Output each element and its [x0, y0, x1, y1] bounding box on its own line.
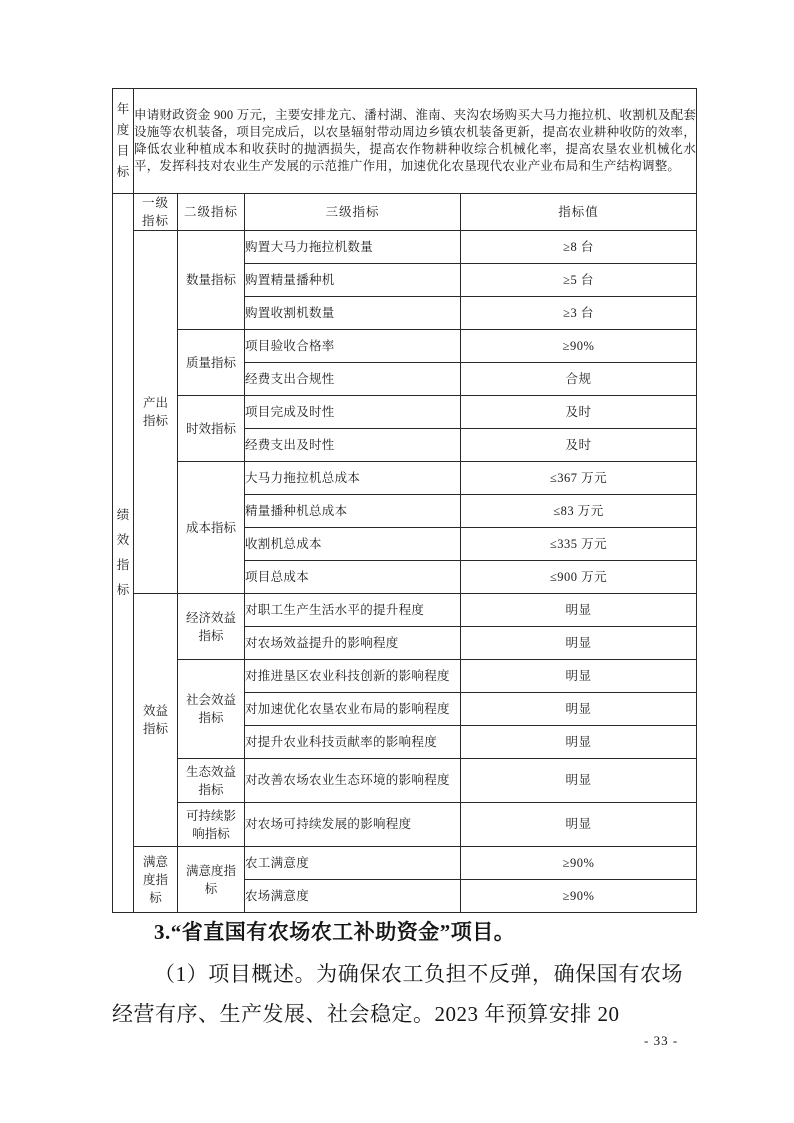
body-text-block — [112, 905, 683, 1034]
l3-indicator: 农场满意度 — [245, 880, 461, 913]
indicator-value: ≥90% — [461, 880, 697, 913]
l2-group-label: 经济效益指标 — [178, 594, 245, 660]
indicator-value: 明显 — [461, 693, 697, 726]
indicator-value: 明显 — [461, 660, 697, 693]
indicator-value: ≤367 万元 — [461, 462, 697, 495]
l3-indicator: 对提升农业科技贡献率的影响程度 — [245, 726, 461, 759]
l1-group-label: 效益指标 — [134, 594, 178, 847]
annual-goal-label-cell — [113, 89, 134, 194]
l1-group-label: 产出指标 — [134, 231, 178, 594]
l3-indicator: 项目完成及时性 — [245, 396, 461, 429]
l3-indicator: 对改善农场农业生态环境的影响程度 — [245, 759, 461, 803]
indicator-value: ≤900 万元 — [461, 561, 697, 594]
indicator-value: 明显 — [461, 759, 697, 803]
l3-indicator: 项目验收合格率 — [245, 330, 461, 363]
l3-indicator: 项目总成本 — [245, 561, 461, 594]
indicator-value: ≥90% — [461, 330, 697, 363]
l2-group-label: 可持续影响指标 — [178, 803, 245, 847]
indicator-value: 明显 — [461, 726, 697, 759]
annual-goal-label: 年度目标 — [116, 102, 130, 179]
l3-indicator: 对农场可持续发展的影响程度 — [245, 803, 461, 847]
indicator-value: ≤83 万元 — [461, 495, 697, 528]
annual-goal-text: 申请财政资金 900 万元，主要安排龙亢、潘村湖、淮南、夹沟农场购买大马力拖拉机、收割机及配套设施等农机装备，项目完成后，以农垦辐射带动周边乡镇农机装备更新，提高农业耕种收防的效率，降低农业种植成本和收获时的抛洒损失，提高农作物耕种收综合机械化率，提高农垦农业机械化水平，发挥科技对农业生产发展的示范推广作用，加速优化农垦现代农业产业布局和生产结构调整。 — [134, 89, 697, 194]
l3-indicator: 精量播种机总成本 — [245, 495, 461, 528]
header-level3: 三级指标 — [245, 194, 461, 231]
l1-group-label: 满意度指标 — [134, 847, 178, 913]
indicator-value: ≤335 万元 — [461, 528, 697, 561]
l2-group-label: 时效指标 — [178, 396, 245, 462]
l3-indicator: 农工满意度 — [245, 847, 461, 880]
header-level2: 二级指标 — [178, 194, 245, 231]
indicator-value: 合规 — [461, 363, 697, 396]
l3-indicator: 购置精量播种机 — [245, 264, 461, 297]
l3-indicator: 收割机总成本 — [245, 528, 461, 561]
header-level1: 一级指标 — [134, 194, 178, 231]
indicator-value: 明显 — [461, 594, 697, 627]
l3-indicator: 对职工生产生活水平的提升程度 — [245, 594, 461, 627]
l3-indicator: 经费支出及时性 — [245, 429, 461, 462]
l2-group-label: 社会效益指标 — [178, 660, 245, 759]
section-heading: 3.“省直国有农场农工补助资金”项目。 — [154, 920, 516, 944]
indicator-value: ≥90% — [461, 847, 697, 880]
header-value: 指标值 — [461, 194, 697, 231]
indicator-value: 明显 — [461, 627, 697, 660]
performance-indicators-side-cell — [113, 194, 134, 913]
page-number: - 33 - — [644, 1033, 679, 1048]
l3-indicator: 对农场效益提升的影响程度 — [245, 627, 461, 660]
l2-group-label: 成本指标 — [178, 462, 245, 594]
indicator-value: 及时 — [461, 396, 697, 429]
indicator-value: ≥8 台 — [461, 231, 697, 264]
l2-group-label: 质量指标 — [178, 330, 245, 396]
l3-indicator: 对推进垦区农业科技创新的影响程度 — [245, 660, 461, 693]
l3-indicator: 对加速优化农垦农业布局的影响程度 — [245, 693, 461, 726]
indicator-value: 及时 — [461, 429, 697, 462]
l2-group-label: 满意度指标 — [178, 847, 245, 913]
l2-group-label: 生态效益指标 — [178, 759, 245, 803]
l3-indicator: 经费支出合规性 — [245, 363, 461, 396]
performance-indicators-table — [112, 88, 697, 913]
indicator-value: ≥3 台 — [461, 297, 697, 330]
indicator-value: ≥5 台 — [461, 264, 697, 297]
l2-group-label: 数量指标 — [178, 231, 245, 330]
l3-indicator: 购置收割机数量 — [245, 297, 461, 330]
l3-indicator: 购置大马力拖拉机数量 — [245, 231, 461, 264]
performance-indicators-label: 绩效指标 — [116, 508, 130, 597]
l3-indicator: 大马力拖拉机总成本 — [245, 462, 461, 495]
indicator-value: 明显 — [461, 803, 697, 847]
section-paragraph: （1）项目概述。为确保农工负担不反弹，确保国有农场经营有序、生产发展、社会稳定。2023 年预算安排 20 — [112, 962, 683, 1026]
